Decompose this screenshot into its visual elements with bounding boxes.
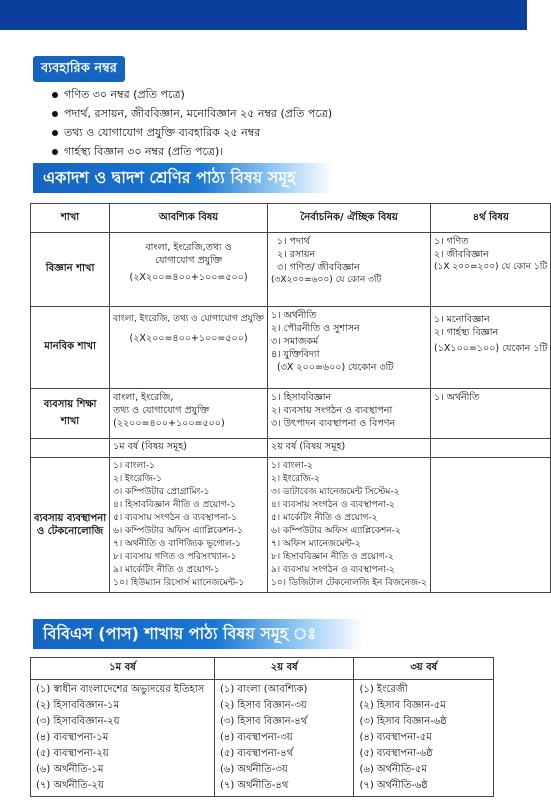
year3-subjects-cell: (১) ইংরেজী (২) হিসাব বিজ্ঞান-৫ম (৩) হিসাব বিজ্ঞান-৬ষ্ঠ (৪) ব্যবস্থাপনা-৫ম (৫) ব্যবস্থাপনা-৬ষ্ঠ (৬) অর্থনীতি-৫ম (৭) অর্থনীতি-৬ষ্ঠ bbox=[354, 680, 494, 797]
column-header: ৩য় বর্ষ bbox=[354, 658, 494, 680]
column-header: ১ম বর্ষ bbox=[31, 658, 215, 680]
bullet-icon bbox=[52, 149, 58, 155]
table-row-business bbox=[31, 389, 551, 439]
list-item: তথ্য ও যোগাযোগ প্রযুক্তি ব্যবহারিক ২৫ নম্বর bbox=[52, 123, 332, 142]
table-header-row bbox=[31, 204, 551, 233]
stream-name: ব্যবসায় ব্যবস্থাপনা ও টেকনোলোজি bbox=[31, 458, 110, 593]
top-header-bar bbox=[0, 0, 527, 30]
list-item: পদার্থ, রসায়ন, জীববিজ্ঞান, মনোবিজ্ঞান ২৫ নম্বর (প্রতি পত্রে) bbox=[52, 104, 332, 123]
year2-subjects-cell: (১) বাংলা (আবশ্যিক) (২) হিসাব বিজ্ঞান-৩য় (৩) হিসাব বিজ্ঞান-৪র্থ (৪) ব্যবস্থাপনা-৩য় (৫) ব্যবস্থাপনা-৪র্থ (৬) অর্থনীতি-৩য় (৭) অর্থনীতি-৪থ bbox=[214, 680, 354, 797]
compulsory-cell: বাংলা, ইংরেজি,তথ্য ও যোগাযোগ প্রযুক্তি (২X২০০=৪০০+১০০=৫০০) bbox=[110, 233, 268, 307]
fourth-subject-cell: ১। গণিত ২। জীববিজ্ঞান (১X ২০০=২০০) যে কোন ১টি bbox=[431, 233, 551, 307]
bbs-subjects-table bbox=[30, 657, 494, 797]
fourth-subject-cell: ১। অর্থনীতি bbox=[431, 389, 551, 439]
table-header-row bbox=[31, 658, 494, 680]
column-header: ২য় বর্ষ bbox=[214, 658, 354, 680]
compulsory-cell: বাংলা, ইংরেজি, তথ্য ও যোগাযোগ প্রযুক্তি (২২০০=৪০০+১০০=৫০০) bbox=[110, 389, 268, 439]
bbs-subjects-heading: বিবিএস (পাস) শাখায় পাঠ্য বিষয় সমূহ ঃ bbox=[33, 619, 363, 649]
column-header: আবশ্যিক বিষয় bbox=[110, 204, 268, 233]
hsc-subjects-heading: একাদশ ও দ্বাদশ শ্রেণির পাঠ্য বিষয় সমূহ bbox=[33, 163, 333, 193]
column-header: ৪র্থ বিষয় bbox=[431, 204, 551, 233]
list-item: গার্হস্থ্য বিজ্ঞান ৩০ নম্বর (প্রতি পত্রে)। bbox=[52, 142, 332, 161]
compulsory-cell: বাংলা, ইংরেজি, তথ্য ও যোগাযোগ প্রযুক্তি (২X২০০=৪০০+১০০=৫০০) bbox=[110, 307, 268, 389]
bullet-icon bbox=[52, 111, 58, 117]
stream-name: ব্যবসায় শিক্ষা শাখা bbox=[31, 389, 110, 439]
column-header: শাখা bbox=[31, 204, 110, 233]
elective-cell: ১। হিসাববিজ্ঞান ২। ব্যবসায় সংগঠন ও ব্যবস্থাপনা ৩। উৎপাদন ব্যবস্থাপনা ও বিপণন bbox=[268, 389, 431, 439]
practical-marks-list bbox=[52, 85, 332, 161]
fourth-subject-cell: ১। মনোবিজ্ঞান ২। গার্হস্থ্য বিজ্ঞান (১X১০০=১০০) যেকোন ১টি bbox=[431, 307, 551, 389]
year1-subjects-cell: (১) স্বাধীন বাংলাদেশের অভ্যুদয়ের ইতিহাস (২) হিসাববিজ্ঞান-১ম (৩) হিসাববিজ্ঞান-২য় (৪) ব্যবস্থাপনা-১ম (৫) ব্যবস্থাপনা-২য় (৬) অর্থনীতি-১ম (৭) অর্থনীতি-২য় bbox=[31, 680, 215, 797]
table-row-year-labels bbox=[31, 439, 551, 458]
bullet-icon bbox=[52, 130, 58, 136]
bullet-icon bbox=[52, 92, 58, 98]
practical-marks-heading: ব্যবহারিক নম্বর bbox=[33, 56, 125, 82]
elective-cell: ১। পদার্থ ২। রসায়ন ৩। গণিত/ জীববিজ্ঞান (৩X২০০=৬০০) যে কোন ৩টি bbox=[268, 233, 431, 307]
year2-label: ২য় বর্ষ (বিষয় সমূহ) bbox=[268, 439, 431, 458]
stream-name: মানবিক শাখা bbox=[31, 307, 110, 389]
table-row-bmt bbox=[31, 458, 551, 593]
column-header: নৈর্বাচনিক/ ঐচ্ছিক বিষয় bbox=[268, 204, 431, 233]
hsc-subjects-table bbox=[30, 203, 551, 593]
list-item: গণিত ৩০ নম্বর (প্রতি পত্রে) bbox=[52, 85, 332, 104]
year1-subjects-cell: ১। বাংলা-১ ২। ইংরেজি-১ ৩। কম্পিউটার প্রোগ্রামিং-১ ৪। হিসাববিজ্ঞান নীতি ও প্রয়োগ-১ ৫। ব্যবসায় সংগঠন ও ব্যবস্থাপনা-১ ৬। কম্পিউটার অফিস এ্যাপ্লিকেশন-১ ৭। অর্থনীতি ও বাণিজ্যিক ভূগোল-১ ৮। ব্যবসায় গণিত ও পরিসংখ্যান-১ ৯। মার্কেটিং নীতি ও প্রয়োগ-১ ১০। হিউম্যান রিসোর্স ম্যানেজমেন্ট-১ bbox=[110, 458, 268, 593]
elective-cell: ১। অর্থনীতি ২। পৌরনীতি ও সুশাসন ৩। সমাজকর্ম ৪। যুক্তিবিদ্যা (৩X ২০০=৬০০) যেকোন ৩টি bbox=[268, 307, 431, 389]
year2-subjects-cell: ১। বাংলা-২ ২। ইংরেজি-২ ৩। ডাটাবেজ ম্যানেজমেন্ট সিস্টেম-২ ৪। ব্যবসায় সংগঠন ও ব্যবস্থাপনা-২ ৫। মার্কেটিং নীতি ও প্রয়োগ-২ ৬। কম্পিউটার অফিস এ্যাপ্লিকেশন-২ ৭। অফিস ম্যানেজমেন্ট-২ ৮। হিসাববিজ্ঞান নীতি ও প্রয়োগ-২ ৯। ব্যবসায় সংগঠন ও ব্যবস্থাপনা-২ ১০। ডিজিটাল টেকনোলজি ইন বিজনেজ-২ bbox=[268, 458, 431, 593]
stream-name: বিজ্ঞান শাখা bbox=[31, 233, 110, 307]
table-row-humanities bbox=[31, 307, 551, 389]
year1-label: ১ম বর্ষ (বিষয় সমূহ) bbox=[110, 439, 268, 458]
table-row-science bbox=[31, 233, 551, 307]
table-row bbox=[31, 680, 494, 797]
